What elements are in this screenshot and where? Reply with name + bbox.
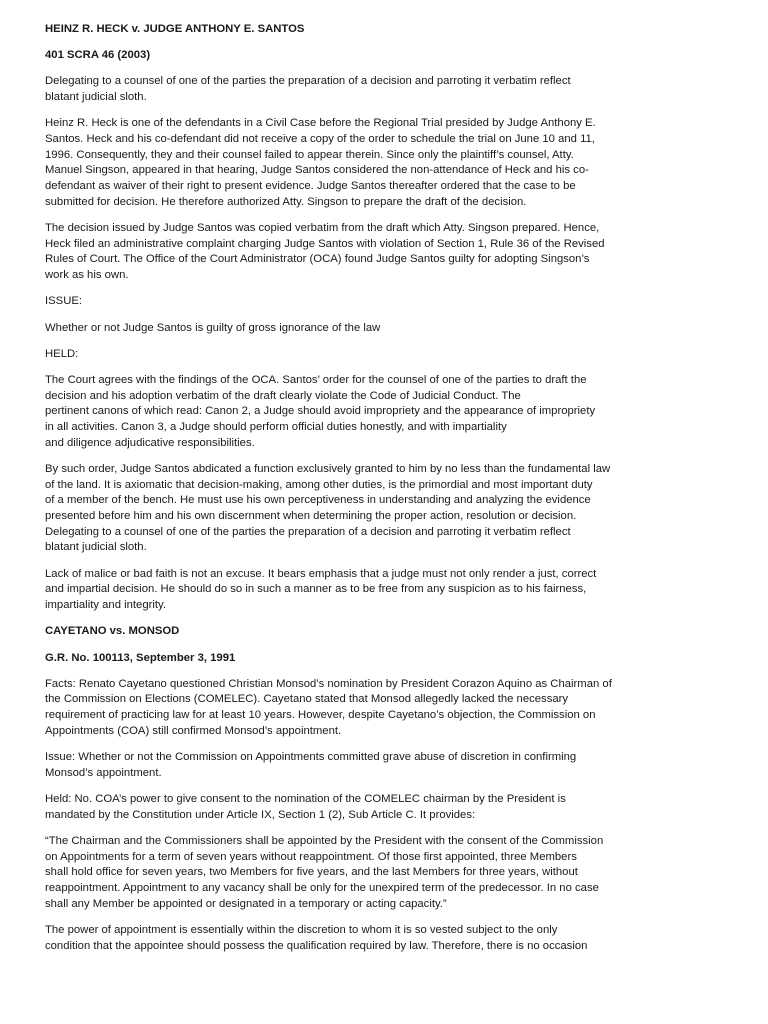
- case1-issue: Whether or not Judge Santos is guilty of gross ignorance of the law: [45, 321, 381, 334]
- case2-title: CAYETANO vs. MONSOD: [45, 625, 180, 638]
- case1-held-paragraph-3: Lack of malice or bad faith is not an excuse. It bears emphasis that a judge must not only render a just, correct and impartial decision. He should do so in such a manner as to be free from any suspicion as to his fairness, impartiality and integrity.: [45, 567, 597, 612]
- case1-issue-heading: ISSUE:: [45, 295, 83, 308]
- case2-held: Held: No. COA’s power to give consent to the nomination of the COMELEC chairman by the President is mandated by the Constitution under Article IX, Section 1 (2), Sub Article C. It provides:: [45, 792, 566, 821]
- case1-title: HEINZ R. HECK v. JUDGE ANTHONY E. SANTOS: [45, 23, 305, 35]
- case1-facts-paragraph-1: Heinz R. Heck is one of the defendants in a Civil Case before the Regional Trial presided by Judge Anthony E. Santos. Heck and his co-defendant did not receive a copy of the order to schedule the trial on June 10 and 11, 1996. Consequently, they and their counsel failed to appear therein. Since only the plaintiff’s counsel, Atty. Manuel Singson, appeared in that hearing, Judge Santos considered the non-attendance of Heck and his co- defendant as waiver of their right to present evidence. Judge Santos thereafter ordered that the case to be submitted for decision. He therefore authorized Atty. Singson to prepare the draft of the decision.: [45, 117, 596, 208]
- case1-doctrine: Delegating to a counsel of one of the parties the preparation of a decision and parroting it verbatim reflect blatant judicial sloth.: [45, 75, 571, 104]
- case2-held-paragraph-2: The power of appointment is essentially within the discretion to whom it is so vested subject to the only condition that the appointee should possess the qualification required by law. Therefore, there is no occasion: [45, 923, 588, 952]
- case1-facts-paragraph-2: The decision issued by Judge Santos was copied verbatim from the draft which Atty. Singson prepared. Hence, Heck filed an administrative complaint charging Judge Santos with violation of Section 1, Rule 36 of the Revised Rules of Court. The Office of the Court Administrator (OCA) found Judge Santos guilty for adopting Singson’s work as his own.: [45, 222, 605, 282]
- case2-constitution-quote: “The Chairman and the Commissioners shall be appointed by the President with the consent of the Commission on Appointments for a term of seven years without reappointment. Of those first appointed, three Members shall hold office for seven years, two Members for five years, and the last Members for three years, without reappointment. Appointment to any vacancy shall be only for the unexpired term of the predecessor. In no case shall any Member be appointed or designated in a temporary or acting capacity.”: [45, 834, 604, 910]
- case1-citation: 401 SCRA 46 (2003): [45, 49, 151, 62]
- case1-held-paragraph-1: The Court agrees with the findings of the OCA. Santos’ order for the counsel of one of the parties to draft the decision and his adoption verbatim of the draft clearly violate the Code of Judicial Conduct. The pertinent canons of which read: Canon 2, a Judge should avoid impropriety and the appearance of impropriety in all activities. Canon 3, a Judge should perform official duties honestly, and with impartiality and diligence adjudicative responsibilities.: [45, 373, 596, 449]
- case2-issue: Issue: Whether or not the Commission on Appointments committed grave abuse of discretion in confirming Monsod’s appointment.: [45, 751, 577, 779]
- case1-held-heading: HELD:: [45, 347, 79, 360]
- case2-facts: Facts: Renato Cayetano questioned Christian Monsod’s nomination by President Corazon Aquino as Chairman of the Commission on Elections (COMELEC). Cayetano stated that Monsod allegedly lacked the necessary requirement of practicing law for at least 10 years. However, despite Cayetano’s objection, the Commission on Appointments (COA) still confirmed Monsod’s appointment.: [45, 677, 612, 737]
- case2-citation: G.R. No. 100113, September 3, 1991: [45, 651, 236, 664]
- case1-held-paragraph-2: By such order, Judge Santos abdicated a function exclusively granted to him by no less than the fundamental law of the land. It is axiomatic that decision-making, among other duties, is the primordial and most important duty of a member of the bench. He must use his own perceptiveness in understanding and analyzing the evidence presented before him and his own discernment when determining the proper action, resolution or decision. Delegating to a counsel of one of the parties the preparation of a decision and parroting it verbatim reflect blatant judicial sloth.: [45, 462, 611, 554]
